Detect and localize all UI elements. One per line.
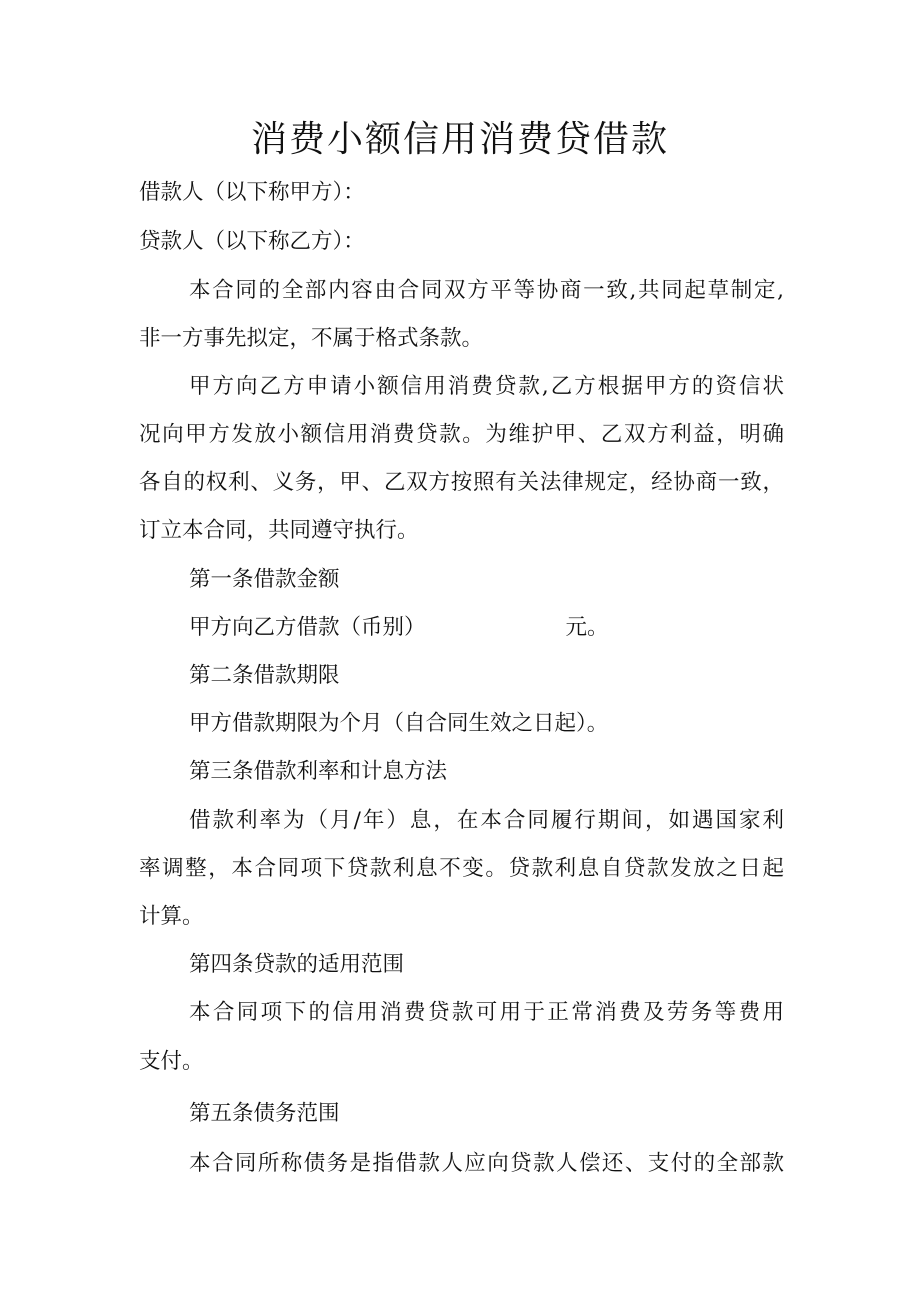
paragraph-line: 各自的权利、义务，甲、乙双方按照有关法律规定，经协商一致， <box>139 470 784 495</box>
paragraph-line: 率调整，本合同项下贷款利息不变。贷款利息自贷款发放之日起 <box>139 856 784 881</box>
article-1-text <box>189 613 784 643</box>
article-5-heading: 第五条债务范围 <box>189 1101 340 1126</box>
paragraph-line: 甲方向乙方申请小额信用消费贷款,乙方根据甲方的资信状 <box>189 374 784 399</box>
paragraph-line: 借款利率为（月/年）息，在本合同履行期间，如遇国家利 <box>189 808 784 833</box>
article-4-heading: 第四条贷款的适用范围 <box>189 952 405 977</box>
paragraph-line: 况向甲方发放小额信用消费贷款。为维护甲、乙双方利益，明确 <box>139 422 784 447</box>
paragraph-line: 本合同项下的信用消费贷款可用于正常消费及劳务等费用 <box>189 1000 784 1025</box>
lender-line: 贷款人（以下称乙方）： <box>139 229 365 254</box>
article-1-heading: 第一条借款金额 <box>189 567 340 592</box>
article-3-heading: 第三条借款利率和计息方法 <box>189 759 448 784</box>
paragraph-line: 非一方事先拟定，不属于格式条款。 <box>139 326 484 351</box>
paragraph-line: 计算。 <box>139 904 204 929</box>
borrower-line: 借款人（以下称甲方）： <box>139 180 365 205</box>
paragraph-line: 支付。 <box>139 1049 204 1074</box>
document-title: 消费小额信用消费贷借款 <box>250 119 669 160</box>
article-2-heading: 第二条借款期限 <box>189 663 340 688</box>
paragraph-line: 本合同所称债务是指借款人应向贷款人偿还、支付的全部款 <box>189 1151 784 1176</box>
paragraph-line: 本合同的全部内容由合同双方平等协商一致,共同起草制定, <box>189 278 784 303</box>
article-2-text: 甲方借款期限为个月（自合同生效之日起）。 <box>189 711 609 736</box>
currency-unit: 元。 <box>565 615 609 640</box>
paragraph-line: 订立本合同，共同遵守执行。 <box>139 518 419 543</box>
loan-amount-label: 甲方向乙方借款（币别） <box>189 615 426 640</box>
